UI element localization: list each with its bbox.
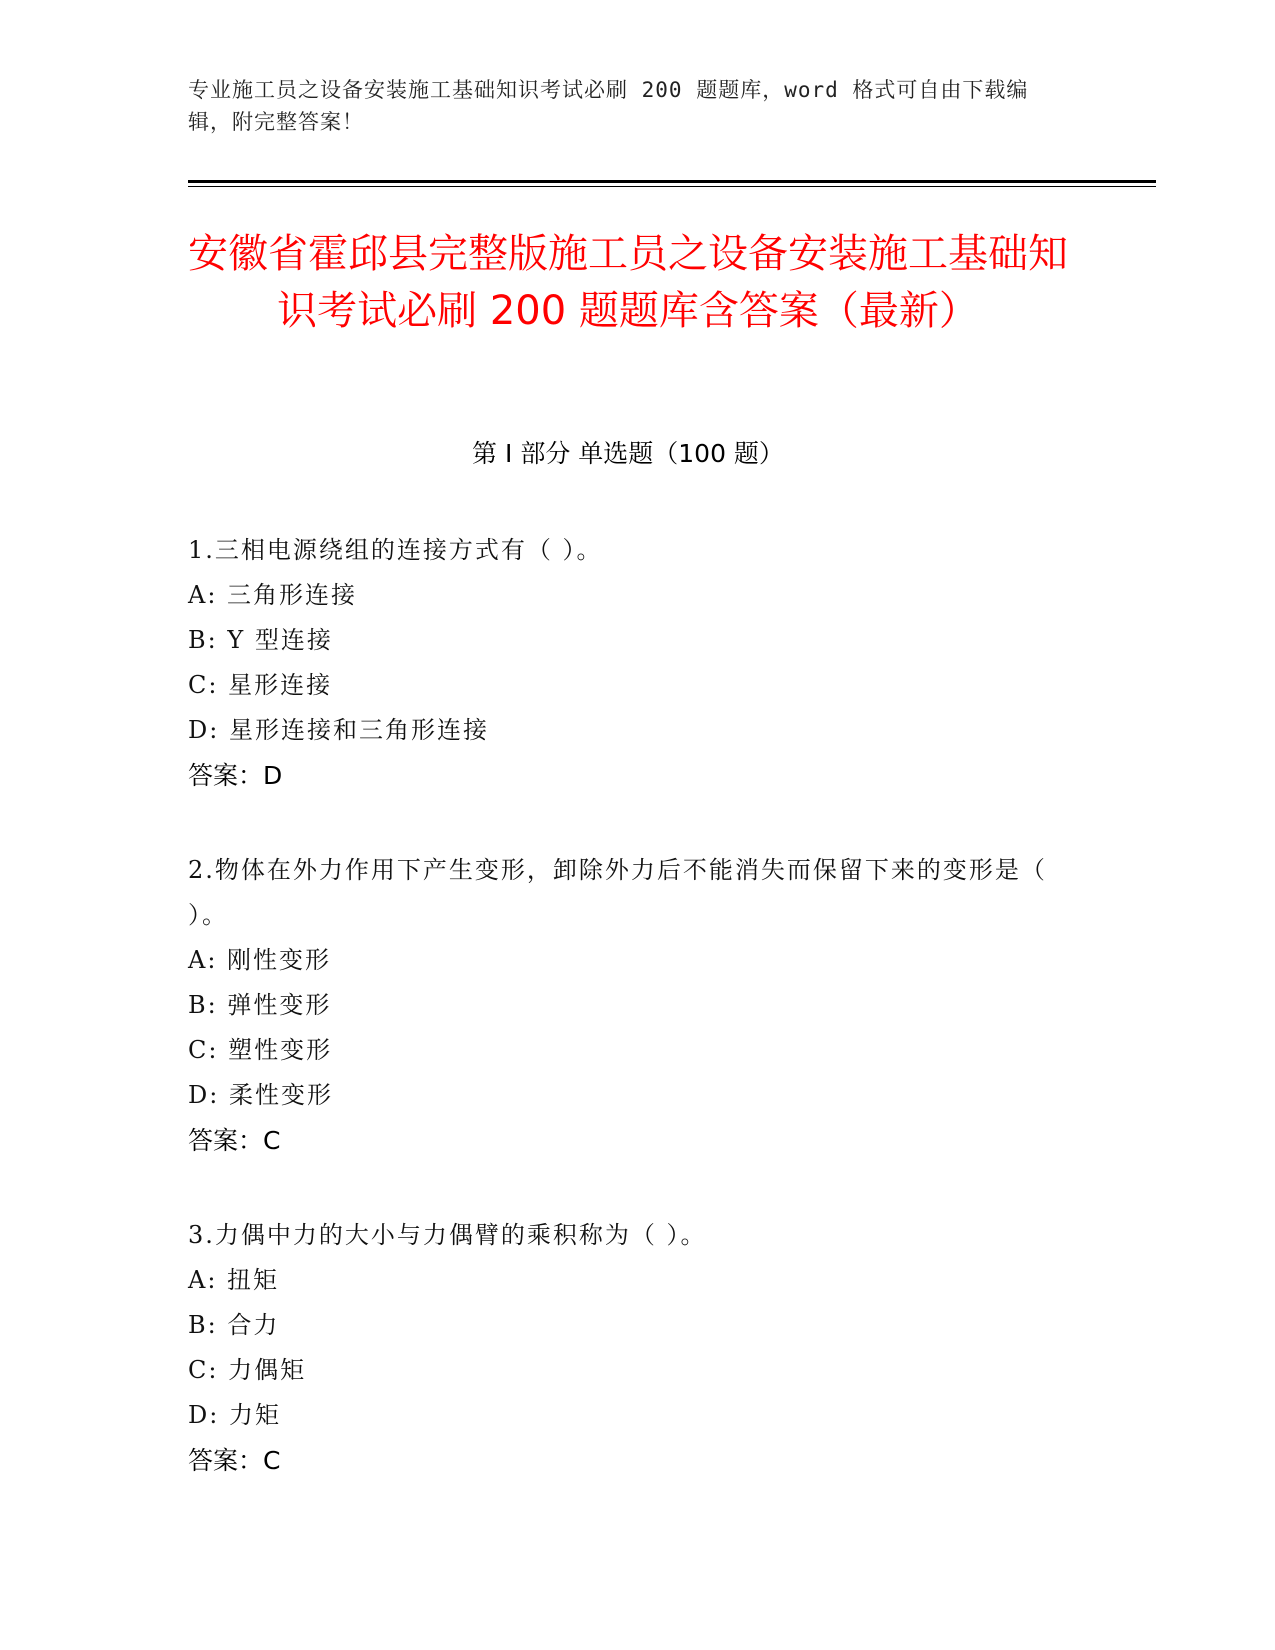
option-b: B: Y 型连接 bbox=[188, 626, 333, 654]
option-c: C: 星形连接 bbox=[188, 671, 333, 699]
option-b: B: 弹性变形 bbox=[188, 991, 332, 1019]
option-c: C: 塑性变形 bbox=[188, 1036, 333, 1064]
question-2 bbox=[188, 848, 1068, 1163]
option-c: C: 力偶矩 bbox=[188, 1356, 307, 1384]
question-3 bbox=[188, 1213, 1068, 1483]
answer-line: 答案：D bbox=[188, 761, 283, 790]
option-a: A: 刚性变形 bbox=[188, 946, 332, 974]
document-title: 安徽省霍邱县完整版施工员之设备安装施工基础知识考试必刷 200 题题库含答案（最新） bbox=[188, 231, 1068, 334]
option-a: A: 扭矩 bbox=[188, 1266, 280, 1294]
header-rule-thin bbox=[188, 186, 1156, 187]
option-d: D: 星形连接和三角形连接 bbox=[188, 716, 489, 744]
answer-line: 答案：C bbox=[188, 1126, 281, 1155]
option-a: A: 三角形连接 bbox=[188, 581, 358, 609]
answer-line: 答案：C bbox=[188, 1446, 281, 1475]
question-stem: 1.三相电源绕组的连接方式有（ ）。 bbox=[188, 536, 603, 564]
option-b: B: 合力 bbox=[188, 1311, 280, 1339]
header-note: 专业施工员之设备安装施工基础知识考试必刷 200 题题库，word 格式可自由下载编辑，附完整答案！ bbox=[188, 78, 1029, 134]
question-1 bbox=[188, 528, 1068, 798]
option-d: D: 力矩 bbox=[188, 1401, 281, 1429]
question-stem: 2.物体在外力作用下产生变形，卸除外力后不能消失而保留下来的变形是（ ）。 bbox=[188, 856, 1047, 929]
option-d: D: 柔性变形 bbox=[188, 1081, 333, 1109]
section-title: 第 I 部分 单选题（100 题） bbox=[472, 439, 784, 468]
question-list bbox=[188, 528, 1068, 1533]
header-rule-thick bbox=[188, 180, 1156, 183]
question-stem: 3.力偶中力的大小与力偶臂的乘积称为（ ）。 bbox=[188, 1221, 707, 1249]
